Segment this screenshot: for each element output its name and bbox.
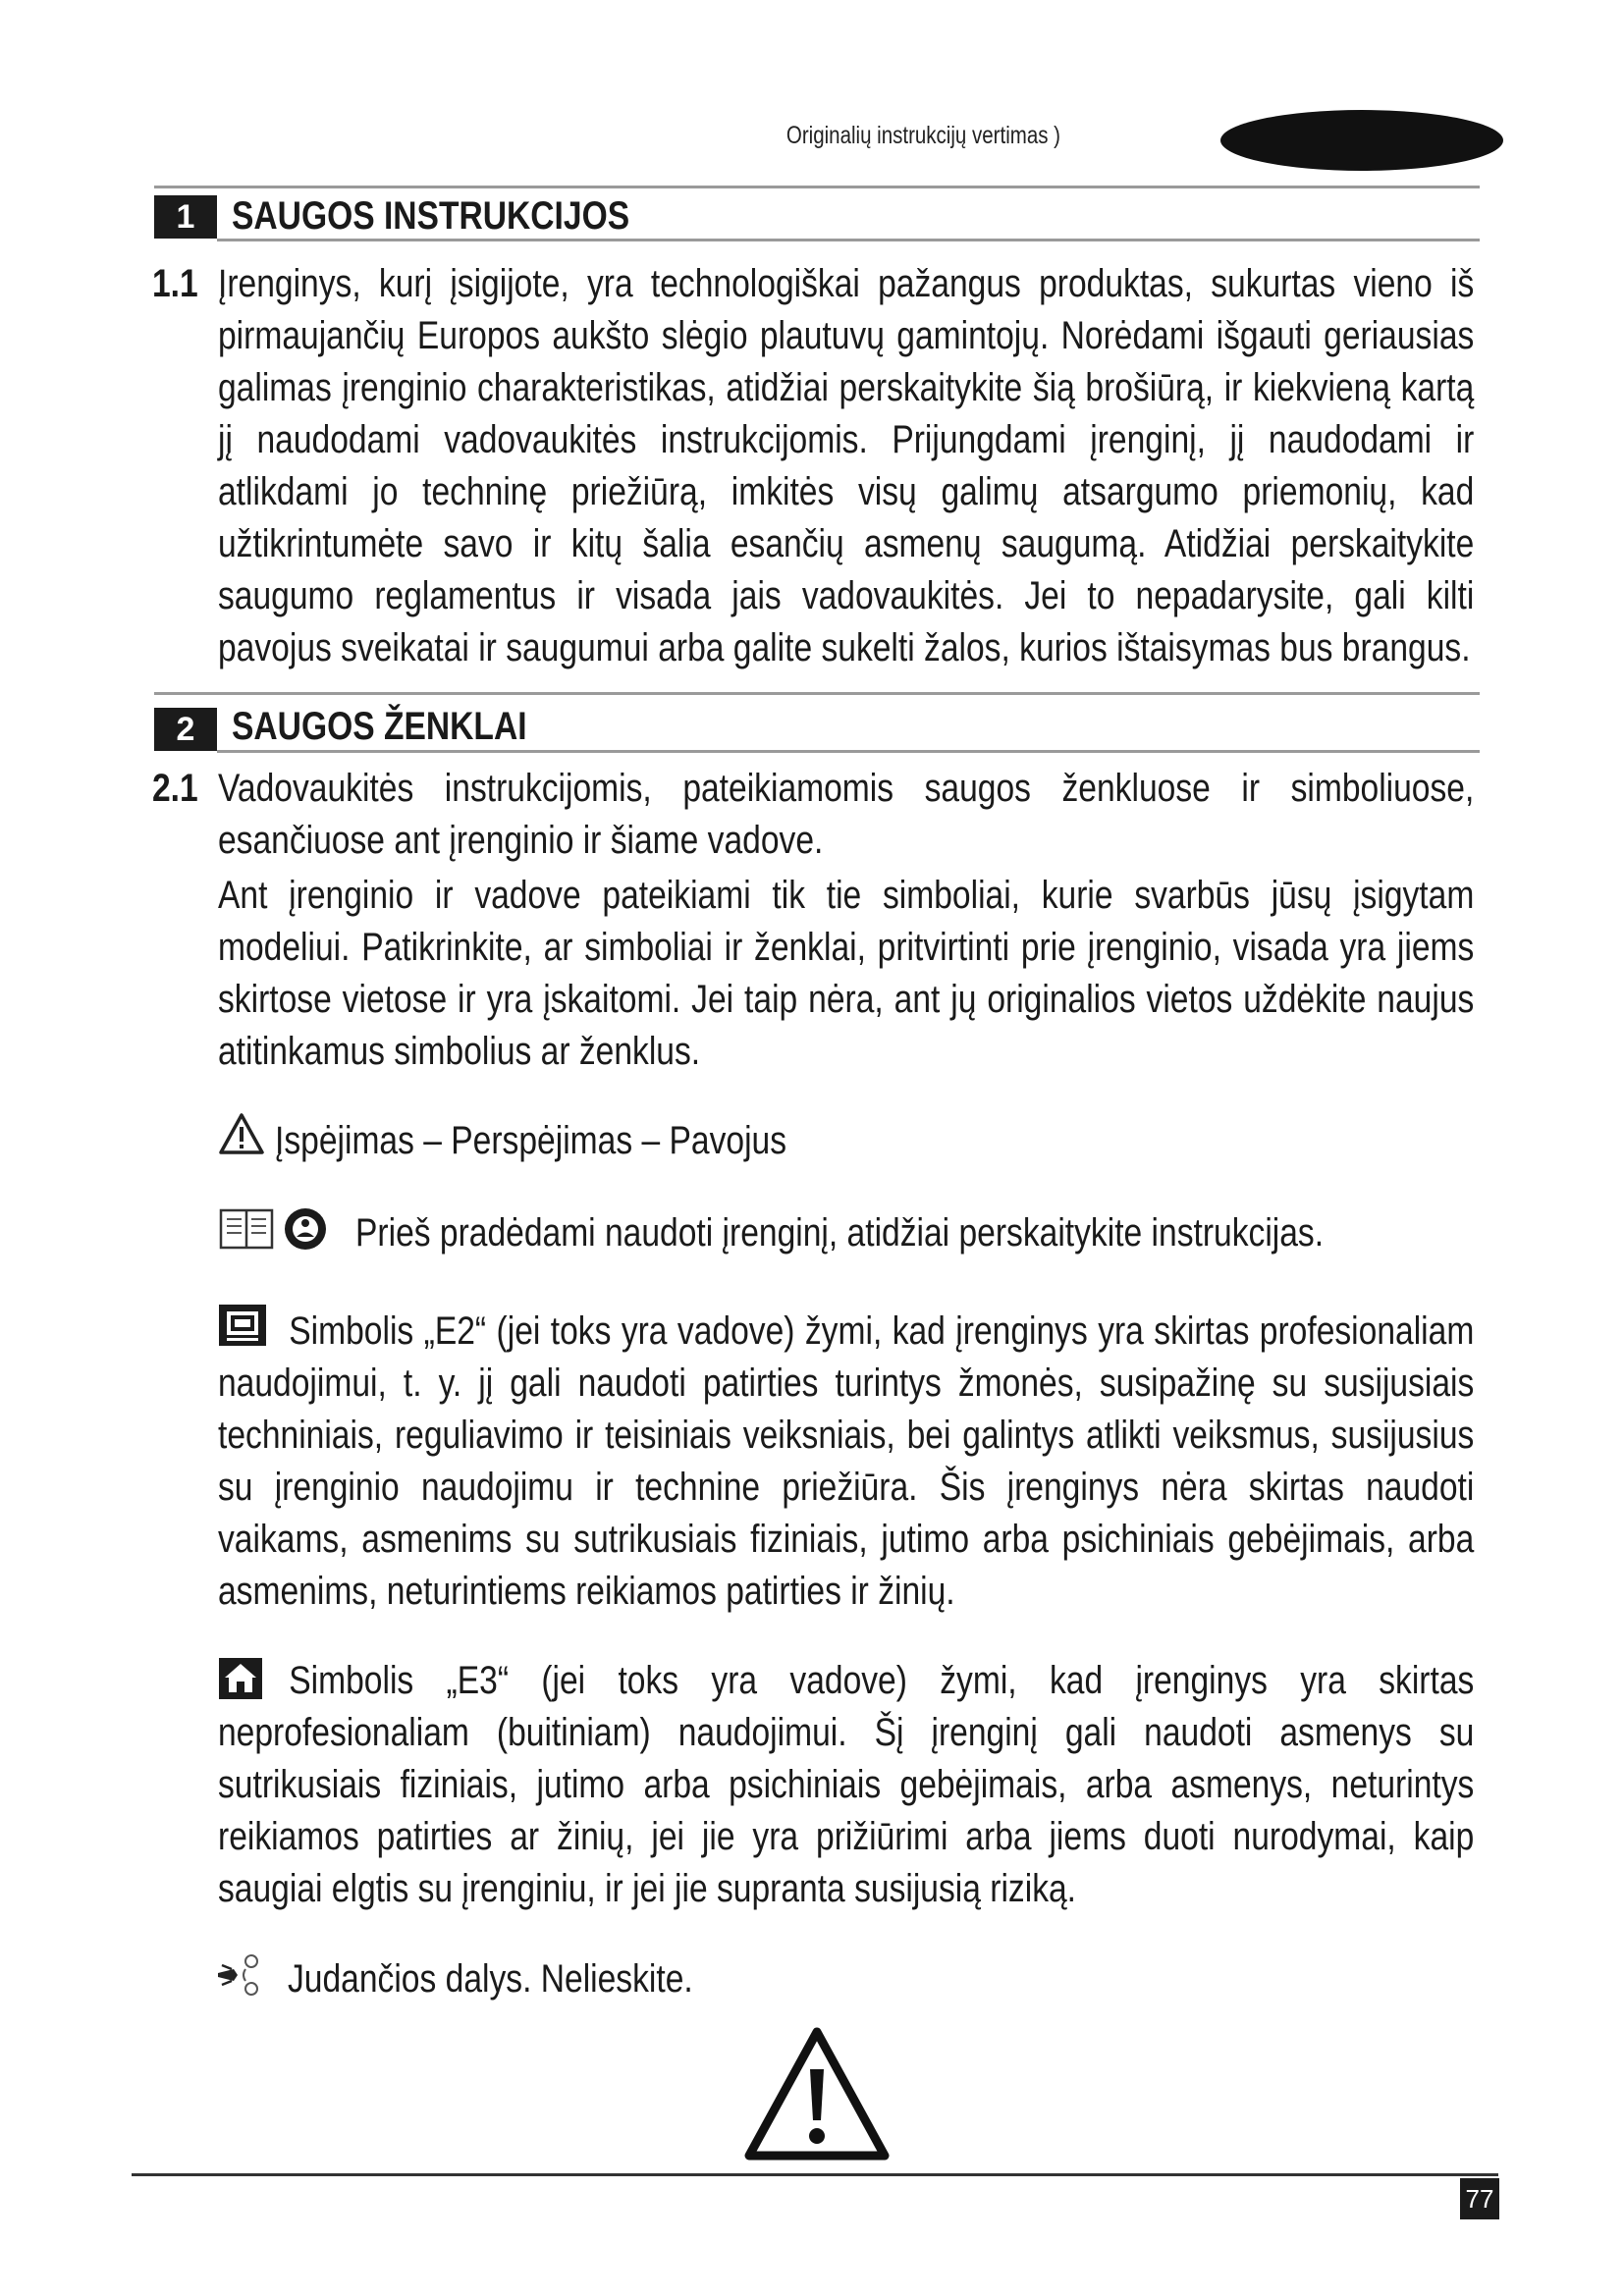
item-1-1-text: Įrenginys, kurį įsigijote, yra technologiškai pažangus produktas, sukurtas vieno iš pirmaujančių Europos aukšto slėgio plautuvų gamintojų. Norėdami išgauti geriausias galimas įrenginio charakteristikas, atidžiai perskaitykite šią brošiūrą, ir kiekvieną kartą jį naudodami vadovaukitės instrukcijomis. Prijungdami įrenginį, jį naudodami ir atlikdami jo techninę priežiūrą, imkitės visų galimų atsargumo priemonių, kad užtikrintumėte savo ir kitų šalia esančių asmenų saugumą. Atidžiai perskaitykite saugumo reglamentus ir visada jais vadovaukitės. Jei to nepadarysite, gali kilti pavojus sveikatai ir saugumui arba galite sukelti žalos, kurios ištaisymas bus brangus.	[218, 262, 1475, 669]
symbol-e2-text: Simbolis „E2“ (jei toks yra vadove) žymi, kad įrenginys yra skirtas profesionaliam naudojimui, t. y. jį gali naudoti patirties turintys žmonės, susipažinę su susijusiais techniniais, reguliavimo ir teisiniais veiksniais, bei galintys atlikti veiksmus, susijusius su įrenginio naudojimu ir technine priežiūra. Šis įrenginys nėra skirtas naudoti vaikams, asmenims su sutrikusiais fiziniais, jutimo arba psichiniais gebėjimais, arba asmenims, neturintiems reikiamos patirties ir žinių.	[218, 1309, 1475, 1613]
language-badge	[1220, 110, 1503, 171]
section-1-top-rule	[154, 186, 1480, 188]
page-number: 77	[1460, 2178, 1499, 2219]
symbol-manual-text: Prieš pradėdami naudoti įrenginį, atidžiai perskaitykite instrukcijas.	[355, 1211, 1325, 1255]
read-instructions-icon	[283, 1206, 328, 1252]
symbol-e2-wrap	[218, 1306, 1474, 1618]
large-warning-icon	[743, 2026, 891, 2163]
section-2-title: SAUGOS ŽENKLAI	[232, 705, 527, 748]
item-2-1-text-wrap	[218, 763, 1474, 867]
symbol-warning-text: Įspėjimas – Perspėjimas – Pavojus	[275, 1119, 787, 1162]
symbol-e3-text: Simbolis „E3“ (jei toks yra vadove) žymi, kad įrenginys yra skirtas neprofesionaliam (buitiniam) naudojimui. Šį įrenginį gali naudoti asmenys su sutrikusiais fiziniais, jutimo arba psichiniais gebėjimais, arba asmenys, neturintys reikiamos patirties ar žinių, jei jie yra prižiūrimi arba jiems duoti nurodymai, kaip saugiai elgtis su įrenginiu, ir jei jie supranta susijusią riziką.	[218, 1659, 1475, 1910]
item-2-1-text: Vadovaukitės instrukcijomis, pateikiamomis saugos ženkluose ir simboliuose, esančiuose ant įrenginio ir šiame vadove.	[218, 767, 1475, 862]
item-2-1-text2: Ant įrenginio ir vadove pateikiami tik tie simboliai, kurie svarbūs jūsų įsigytam modeliui. Patikrinkite, ar simboliai ir ženklai, pritvirtinti prie įrenginio, visada yra jiems skirtose vietose ir yra įskaitomi. Jei taip nėra, ant jų originalios vietos uždėkite naujus atitinkamus simbolius ar ženklus.	[218, 874, 1475, 1073]
item-2-1-text2-wrap	[218, 870, 1474, 1078]
item-1-1-text-wrap	[218, 258, 1474, 674]
symbol-warning-wrap	[275, 1115, 786, 1167]
warning-triangle-icon	[218, 1112, 265, 1155]
symbol-e3-wrap	[218, 1655, 1474, 1915]
section-1-number: 1	[154, 195, 217, 239]
section-2-number: 2	[154, 708, 217, 751]
item-1-1-number: 1.1	[152, 262, 198, 305]
moving-parts-icon	[214, 1951, 269, 1999]
footer-rule	[132, 2173, 1498, 2176]
symbol-manual-wrap	[355, 1207, 1324, 1259]
section-1-bottom-rule	[217, 239, 1480, 241]
symbol-moving-parts-wrap	[288, 1953, 693, 2005]
header-translation-note: Originalių instrukcijų vertimas )	[785, 122, 1060, 149]
section-2-top-rule	[154, 692, 1480, 695]
section-1-title: SAUGOS INSTRUKCIJOS	[232, 194, 630, 238]
item-2-1-number: 2.1	[152, 767, 198, 810]
section-2-bottom-rule	[217, 750, 1480, 753]
symbol-moving-parts-text: Judančios dalys. Nelieskite.	[288, 1957, 693, 2001]
manual-book-icon	[218, 1207, 275, 1251]
